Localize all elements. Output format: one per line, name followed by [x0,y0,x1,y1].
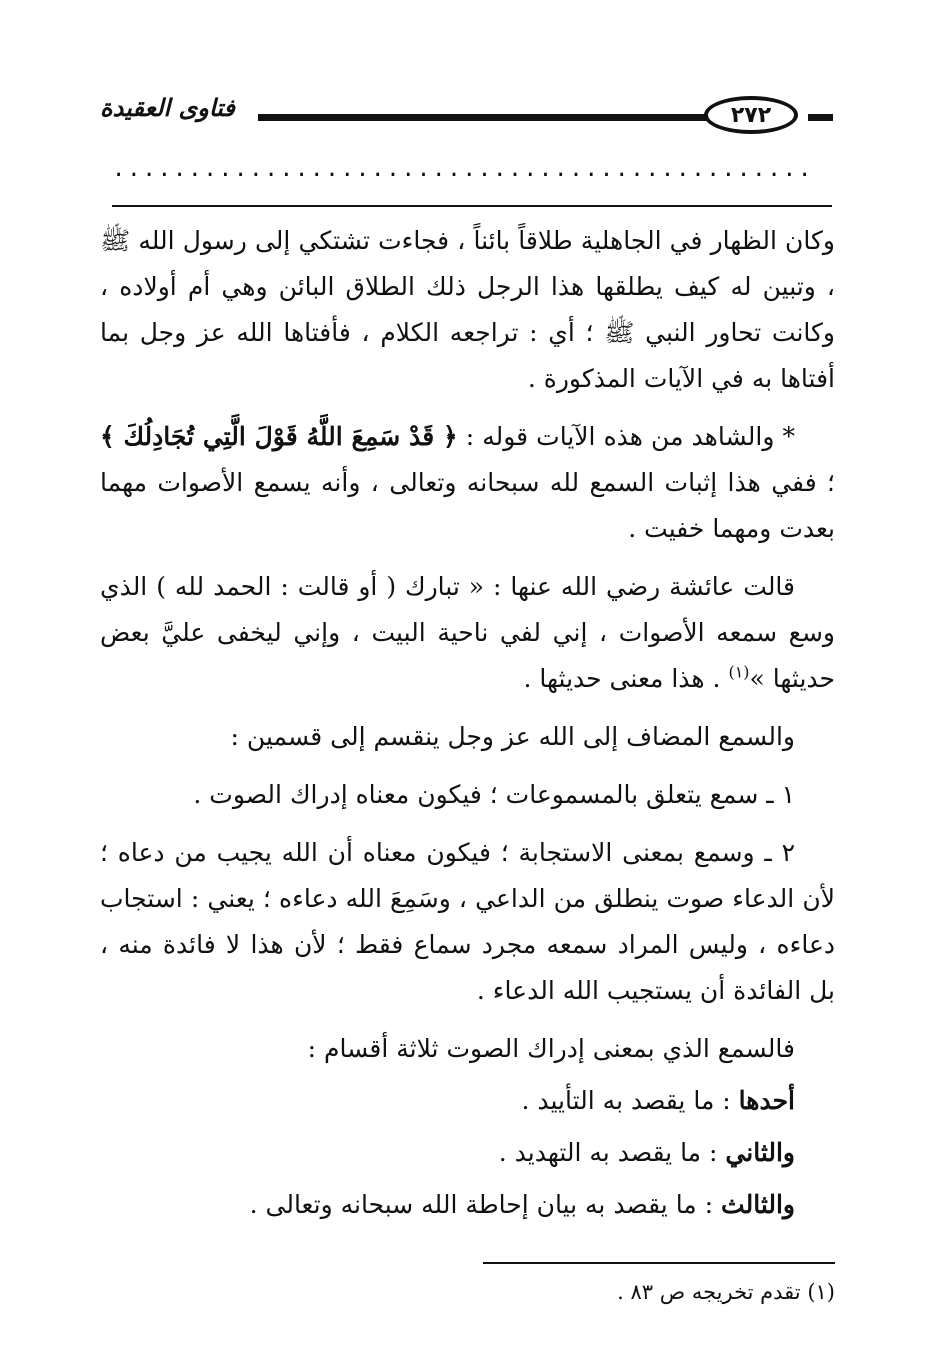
paragraph-3 [100,564,835,702]
top-divider [112,205,832,207]
paragraph-2-rest: ؛ ففي هذا إثبات السمع لله سبحانه وتعالى ، وأنه يسمع الأصوات مهما بعدت ومهما خفيت . [100,468,835,543]
list-item-2 [100,1130,835,1176]
page-body [100,218,835,1258]
footnote-ref: (١) [728,662,750,682]
list-item-3 [100,1182,835,1228]
quran-verse: ﴿ قَدْ سَمِعَ اللَّهُ قَوْلَ الَّتِي تُجَادِلُكَ ﴾ [100,422,458,451]
book-title: فتاوى العقيدة [100,94,235,122]
footnote-divider [483,1262,835,1264]
list-item-1-label: أحدها [738,1086,795,1115]
dotted-separator: .............................................. [112,160,814,180]
paragraph-2 [100,414,835,552]
hadith-quote: قالت عائشة رضي الله عنها : « تبارك ( أو قالت : الحمد لله ) الذي وسع سمعه الأصوات ، إني لفي ناحية البيت ، وإني ليخفى عليَّ بعض حديثها » [100,572,835,693]
page-header [100,90,835,146]
paragraph-3-tail: . هذا معنى حديثها . [523,664,729,693]
paragraph-1: وكان الظهار في الجاهلية طلاقاً بائناً ، فجاءت تشتكي إلى رسول الله ﷺ ، وتبين له كيف يطلقها هذا الرجل ذلك الطلاق البائن وهي أم أولاده ، وكانت تحاور النبي ﷺ ؛ أي : تراجعه الكلام ، فأفتاها الله عز وجل بما أفتاها به في الآيات المذكورة . [100,226,835,393]
list-item-3-text: : ما يقصد به بيان إحاطة الله سبحانه وتعالى . [249,1190,722,1219]
footnote: (١) تقدم تخريجه ص ٨٣ . [617,1280,835,1304]
list-item-2-text: : ما يقصد به التهديد . [498,1138,726,1167]
paragraph-2-prefix: * والشاهد من هذه الآيات قوله : [457,422,795,451]
list-item-1-text: : ما يقصد به التأييد . [521,1086,739,1115]
paragraph-5: ١ ـ سمع يتعلق بالمسموعات ؛ فيكون معناه إدراك الصوت . [193,780,795,809]
list-item-2-label: والثاني [725,1138,795,1167]
page-number: ٢٧٢ [704,96,798,134]
list-item-1 [100,1078,835,1124]
paragraph-4: والسمع المضاف إلى الله عز وجل ينقسم إلى قسمين : [230,722,795,751]
list-item-3-label: والثالث [721,1190,795,1219]
paragraph-7: فالسمع الذي بمعنى إدراك الصوت ثلاثة أقسام : [307,1034,795,1063]
paragraph-6: ٢ ـ وسمع بمعنى الاستجابة ؛ فيكون معناه أن الله يجيب من دعاه ؛ لأن الدعاء صوت ينطلق من الداعي ، وسَمِعَ الله دعاءه ؛ يعني : استجاب دعاءه ، وليس المراد سمعه مجرد سماع فقط ؛ لأن هذا لا فائدة منه ، بل الفائدة أن يستجيب الله الدعاء . [100,838,835,1005]
header-rule-end [808,114,833,121]
